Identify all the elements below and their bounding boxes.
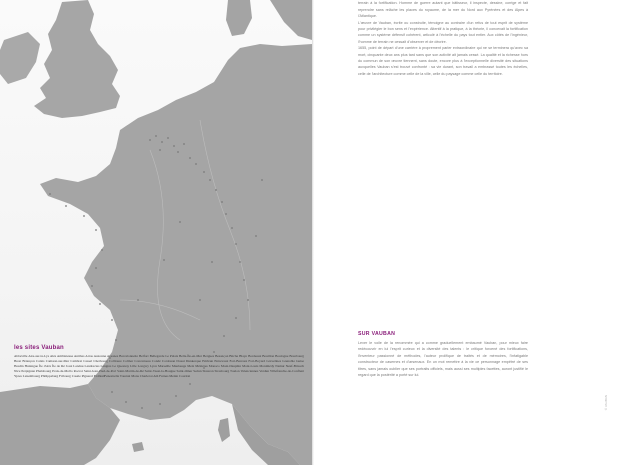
site-marker — [223, 335, 225, 337]
site-marker — [141, 407, 143, 409]
site-marker — [247, 299, 249, 301]
denmark-landmass — [226, 0, 252, 36]
site-marker — [243, 279, 245, 281]
site-marker — [159, 149, 161, 151]
site-marker — [199, 299, 201, 301]
site-marker — [239, 261, 241, 263]
site-marker — [261, 179, 263, 181]
site-marker — [221, 201, 223, 203]
site-marker — [49, 193, 51, 195]
section-text: Lever le voile de la renommée qui a comme graduellement embaumé Vauban, pour mieux faire redécouvrir en lui l'esprit curieux et la diversité des talents : le critique forcené des fortifications, l'inventeur passionné de méthodes, l'auteur prolifique de traités et de mémoires, l'infatigable constructeur de casernes et d'arsenaux. En un mot remettre à la vie ce personnage empêtré de ses titres, sans jamais oublier que ses portraits officiels, mais aussi ses multiples facettes, auront justifié le regard que la postérité a porté sur lui. — [358, 341, 528, 378]
site-marker — [231, 227, 233, 229]
site-marker — [65, 205, 67, 207]
body-paragraph: 1655, point de départ d'une carrière à proprement parler extraordinaire qui ne se terminera qu'avec sa mort, cinquante deux ans plus tard sans que son activité ait jamais cessé. La qualité et la richesse hors du commun de son œuvre tiennent, sans doute, encore plus à l'exceptionnelle diversité des situations auxquelles Vauban s'est trouvé confronté : sa vie durant, son travail a embrassé toutes les échelles, celle de l'architecture comme celle de la ville, celle du paysage comme celle du territoire. — [358, 46, 528, 76]
section-heading: SUR VAUBAN — [358, 331, 396, 337]
folio-mark: © VAUBAN — [604, 395, 608, 411]
scandinavia-landmass — [270, 0, 312, 40]
site-marker — [95, 229, 97, 231]
site-marker — [173, 145, 175, 147]
site-marker — [189, 157, 191, 159]
body-paragraph: terrain à la fortification. Homme de guerre autant que bâtisseur, il inspecte, dessine, corrige et fait reprendre sans relâche les places du royaume, de la mer du Nord aux Pyrénées et des Alpes à l'Atlantique. — [358, 1, 528, 19]
sites-list: Abbeville Aire-sur-la-Lys Alès Ambleteuse Antibes Arras Auxonne Avesnes Barcelonnette Belfort Bellegarde Le Palais Belle-Île-en-Mer Bergues Besançon Bitche Blaye Bordeaux Bouillon Boulogne Bourbourg Brest Briançon Calais Camaret-sur-Mer Cambrai Cassel Cherbourg Collioure Colmar Concarneau Condé Cordouan Douai Dunkerque Embrun Entrevaux Fort-Barraux Fort-Boyard Gravelines Grenoble Guise Hesdin Huningue Île d'Aix Île de Ré Joux Landau Landrecies Langres Le Quesnoy Lille Longwy Lyon Marseille Maubeuge Metz Mézières Monaco Mont-Dauphin Mont-Louis Montmédy Namur Neuf-Brisach Nice Perpignan Phalsbourg Prats-de-Mollo Rocroi Saint-Jean-Pied-de-Port Saint-Martin-de-Ré Saint-Vaast-la-Hougue Saint-Omer Sedan Sisteron Strasbourg Toulon Valenciennes Verdun Villefranche-de-Conflent Ypres Luxembourg Philippsburg Fribourg Casale Pignerol Exilles Fenestrelle Tournai Mons Charleroi Ath Furnes Menin Courtrai — [14, 354, 304, 378]
site-marker — [215, 189, 217, 191]
corsica-landmass — [218, 418, 230, 442]
ireland-landmass — [0, 32, 40, 84]
site-marker — [155, 135, 157, 137]
site-marker — [179, 221, 181, 223]
site-marker — [209, 179, 211, 181]
map-caption — [14, 345, 304, 379]
site-marker — [235, 317, 237, 319]
site-marker — [225, 213, 227, 215]
site-marker — [137, 299, 139, 301]
site-marker — [195, 163, 197, 165]
site-marker — [189, 383, 191, 385]
site-marker — [149, 139, 151, 141]
site-marker — [95, 267, 97, 269]
site-marker — [167, 137, 169, 139]
site-marker — [183, 143, 185, 145]
site-marker — [163, 259, 165, 261]
site-marker — [111, 319, 113, 321]
map-title: les sites Vauban — [14, 345, 64, 351]
site-marker — [83, 215, 85, 217]
site-marker — [235, 243, 237, 245]
text-page — [314, 0, 620, 465]
site-marker — [255, 235, 257, 237]
site-marker — [99, 303, 101, 305]
site-marker — [91, 285, 93, 287]
site-marker — [101, 249, 103, 251]
great-britain-landmass — [34, 0, 120, 118]
balearic-islands — [132, 442, 144, 452]
site-marker — [211, 261, 213, 263]
site-marker — [115, 339, 117, 341]
site-marker — [177, 151, 179, 153]
site-marker — [125, 401, 127, 403]
site-marker — [161, 141, 163, 143]
site-marker — [203, 171, 205, 173]
site-marker — [159, 403, 161, 405]
body-paragraph: L'œuvre de Vauban, écrite ou construite, témoigne au contraire d'un refus de tout esprit de système pour privilégier le bon sens et l'expérience. Attentif à la pratique, à la théorie, il concevait la fortification comme un système défensif cohérent, articulé à l'échelle du pays tout entier. Aux côtés de l'ingénieur, l'homme de terrain ne cessait d'observer et de décrire. — [358, 20, 528, 44]
site-marker — [111, 391, 113, 393]
body-text — [358, 0, 528, 77]
site-marker — [175, 395, 177, 397]
